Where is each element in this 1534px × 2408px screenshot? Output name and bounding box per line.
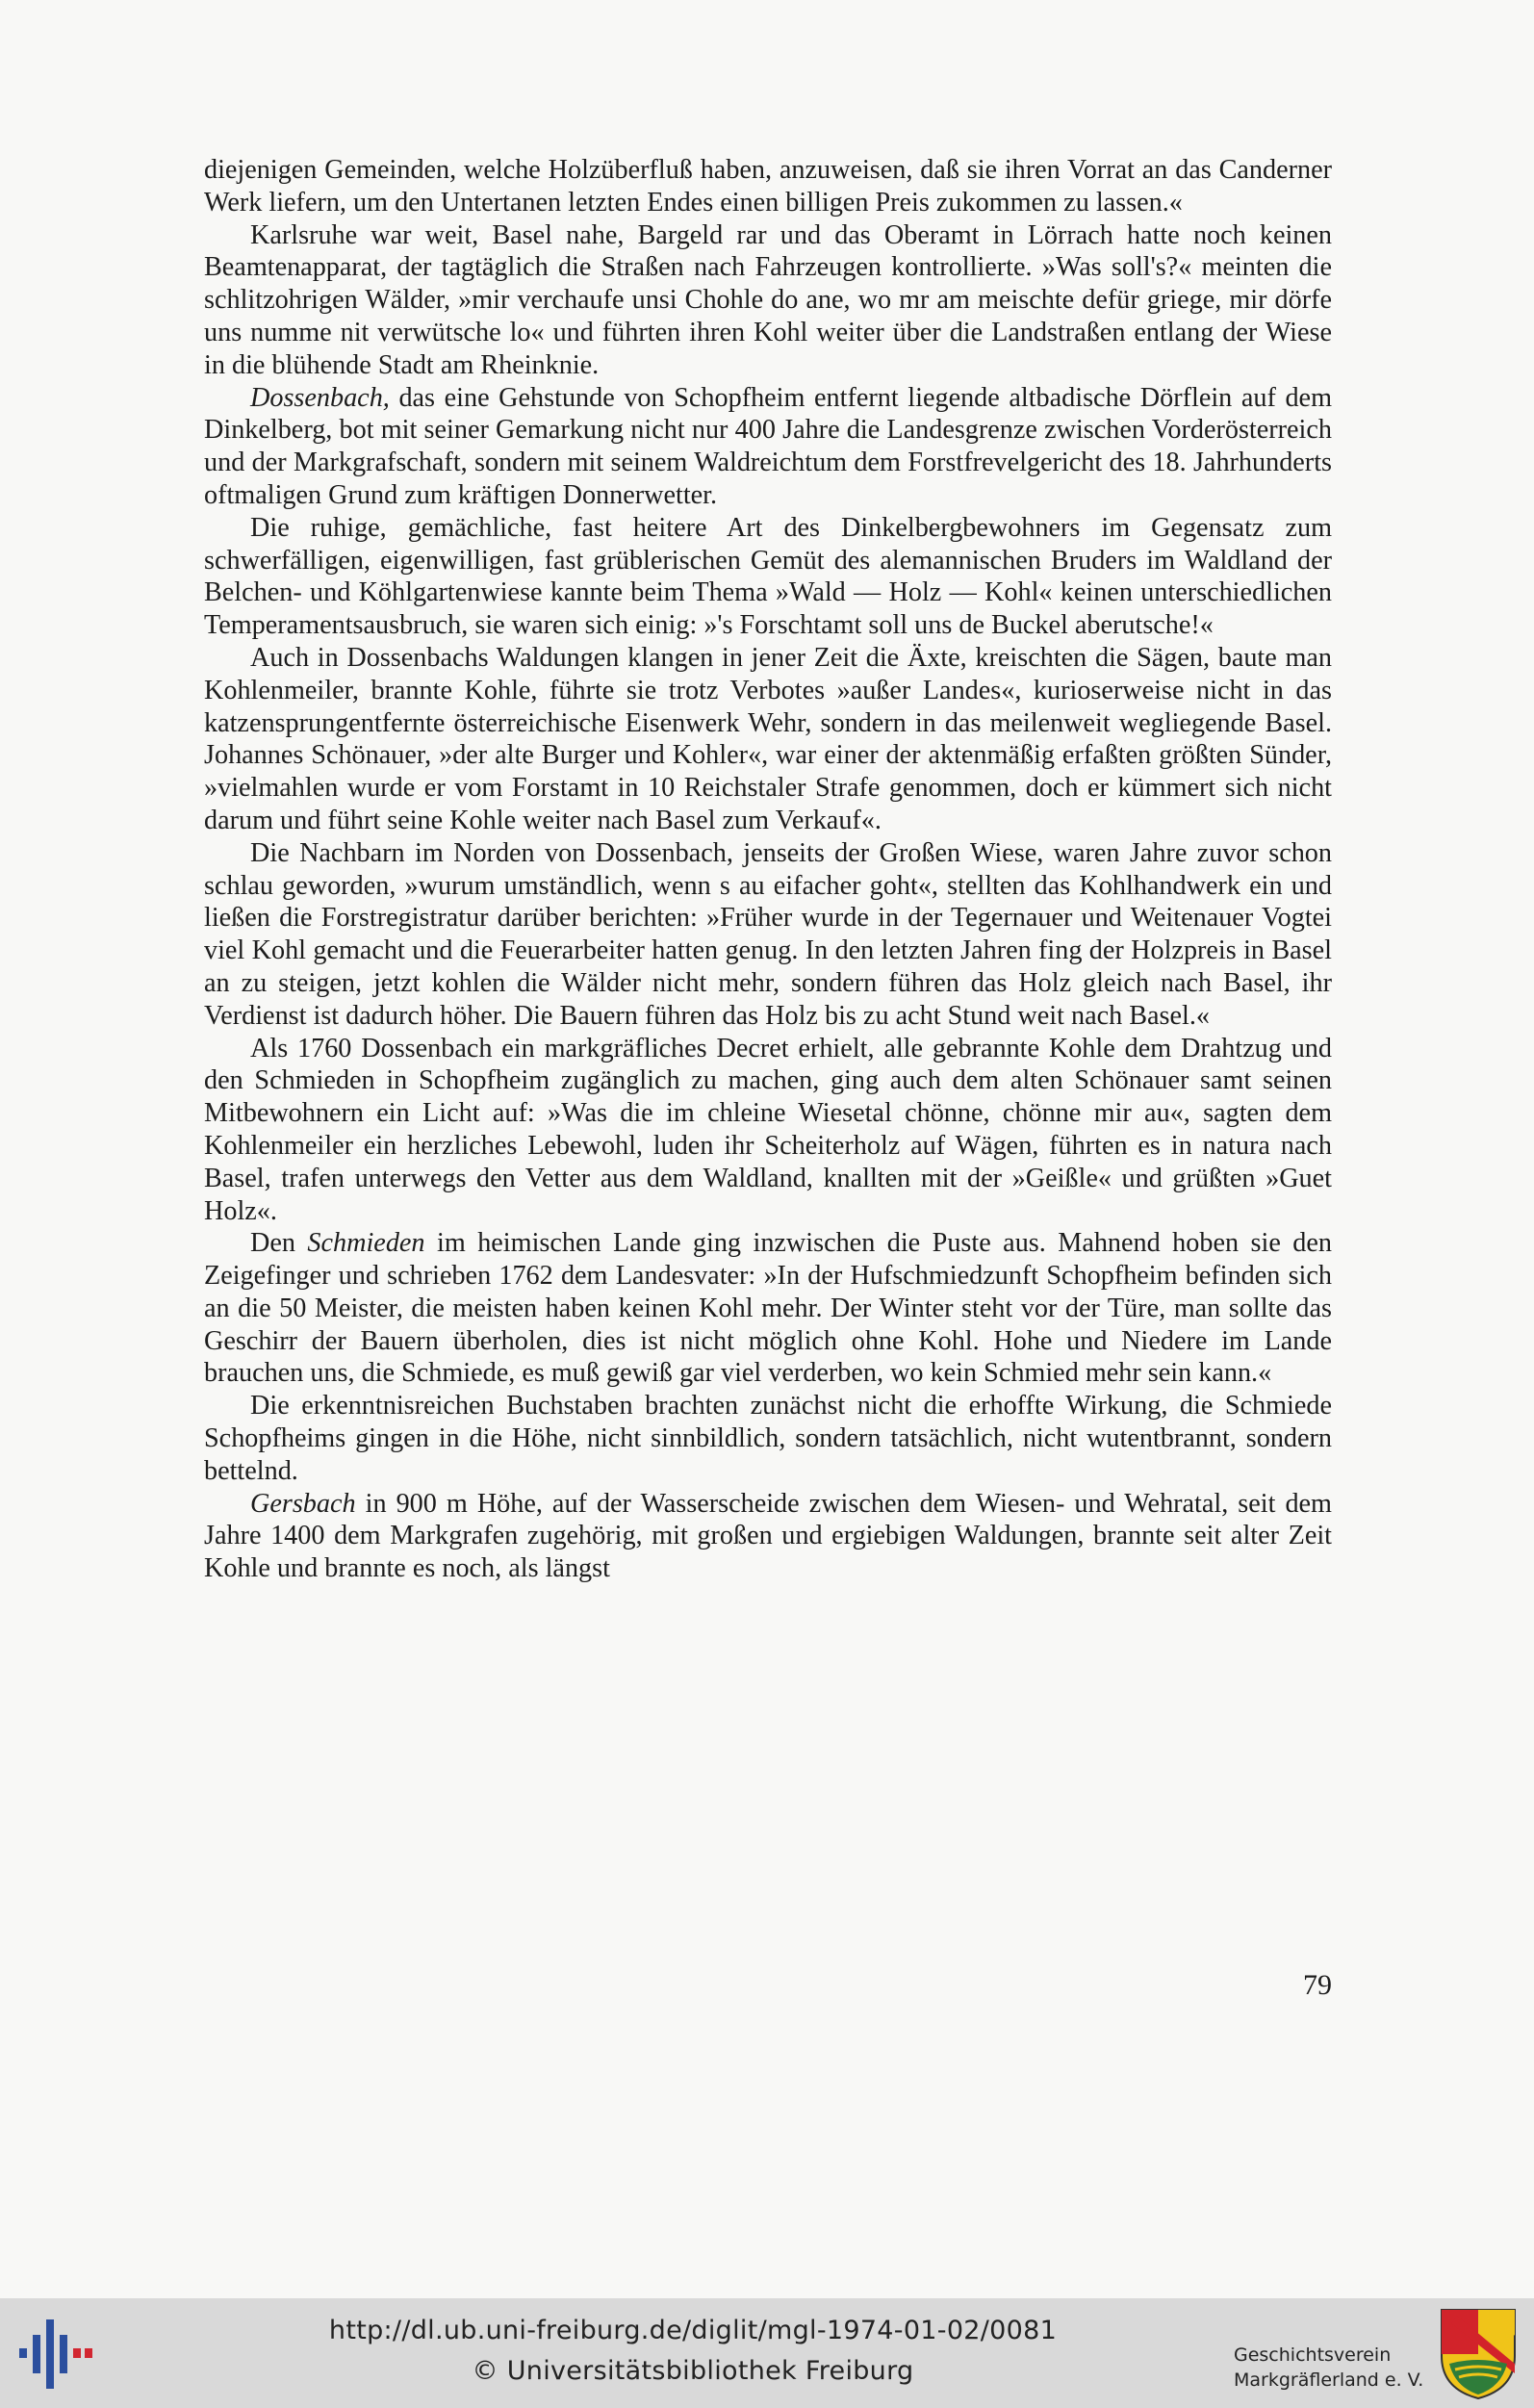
paragraph xyxy=(204,642,1332,837)
footer-bar xyxy=(0,2298,1534,2408)
text-run: Den xyxy=(250,1228,308,1259)
text-run: Karlsruhe war weit, Basel nahe, Bargeld rar und das Oberamt in Lörrach hatte noch keinen Beamtenapparat, der tagtäglich die Straßen nach Fahrzeugen kontrollierte. »Was soll's?« meinten die schlitzohrigen Wälder, »mir verchaufe unsi Chohle do ane, wo mr am meischte defür griege, mir dörfe uns numme nit verwütsche lo« und führten ihren Kohl weiter über die Landstraßen entlang der Wiese in die blühende Stadt am Rheinknie. xyxy=(204,219,1332,380)
society-line-1: Geschichtsverein xyxy=(1234,2344,1392,2366)
paragraph xyxy=(204,382,1332,512)
text-run: in 900 m Höhe, auf der Wasserscheide zwischen dem Wiesen- und Wehratal, seit dem Jahre 1400 dem Markgrafen zugehörig, mit großen und ergiebigen Waldungen, brannte seit alter Zeit Kohle und brannte es noch, als längst xyxy=(204,1488,1332,1584)
ub-freiburg-logo-icon xyxy=(17,2314,96,2395)
page-number: 79 xyxy=(1303,1969,1332,2001)
society-line-2: Markgräflerland e. V. xyxy=(1234,2370,1424,2391)
footer-copyright: © Universitätsbibliothek Freiburg xyxy=(472,2356,914,2386)
paragraph xyxy=(204,1488,1332,1585)
paragraph xyxy=(204,512,1332,642)
text-run: Als 1760 Dossenbach ein markgräfliches Decret erhielt, alle gebrannte Kohle dem Drahtzug und den Schmieden in Schopfheim zugänglich zu machen, ging auch dem alten Schönauer samt seinen Mitbewohnern ein Licht auf: »Was die im chleine Wiesetal chönne, chönne mir au«, sagten dem Kohlenmeiler ein herzliches Lebewohl, luden ihr Scheiterholz auf Wägen, führten es in natura nach Basel, trafen unterwegs den Vetter aus dem Waldland, knallten mit der »Geißle« und grüßten »Guet Holz«. xyxy=(204,1033,1332,1226)
text-run: das eine Gehstunde von Schopfheim entfernt liegende altbadische Dörflein auf dem Dinkelberg, bot mit seiner Gemarkung nicht nur 400 Jahre die Landesgrenze zwischen Vorderösterreich und der Markgrafschaft, sondern mit seinem Waldreichtum dem Forstfrevelgericht des 18. Jahrhunderts oftmaligen Grund zum kräftigen Donnerwetter. xyxy=(204,382,1332,510)
society-name xyxy=(1234,2343,1445,2393)
text-run: Auch in Dossenbachs Waldungen klangen in jener Zeit die Äxte, kreischten die Sägen, baute man Kohlenmeiler, brannte Kohle, führte sie trotz Verbotes »außer Landes«, kurioserweise nicht in das katzensprungentfernte österreichische Eisenwerk Wehr, sondern in das meilenweit wegliegende Basel. Johannes Schönauer, »der alte Burger und Kohler«, war einer der aktenmäßig erfaßten größten Sünder, »vielmahlen wurde er vom Forstamt in 10 Reichstaler Strafe genommen, doch er kümmert sich nicht darum und führt seine Kohle weiter nach Basel zum Verkauf«. xyxy=(204,642,1332,835)
paragraph xyxy=(204,1033,1332,1228)
italic-text: Gersbach xyxy=(250,1488,356,1519)
body-text xyxy=(204,154,1332,1585)
paragraph xyxy=(204,837,1332,1033)
text-run: Die Nachbarn im Norden von Dossenbach, jenseits der Großen Wiese, waren Jahre zuvor schon schlau geworden, »wurum umständlich, wenn s au eifacher goht«, stellten das Kohlhandwerk ein und ließen die Forstregistratur darüber berichten: »Früher wurde in der Tegernauer und Weitenauer Vogtei viel Kohl gemacht und die Feuerarbeiter hatten genug. In den letzten Jahren fing der Holzpreis in Basel an zu steigen, jetzt kohlen die Wälder nicht mehr, sondern führen das Holz gleich nach Basel, ihr Verdienst ist dadurch höher. Die Bauern führen das Holz bis zu acht Stund weit nach Basel.« xyxy=(204,837,1332,1031)
paragraph xyxy=(204,154,1332,219)
text-run: diejenigen Gemeinden, welche Holzüberfluß haben, anzuweisen, daß sie ihren Vorrat an das Canderner Werk liefern, um den Untertanen letzten Endes einen billigen Preis zukommen zu lassen.« xyxy=(204,155,1332,218)
text-run: im heimischen Lande ging inzwischen die Puste aus. Mahnend hoben sie den Zeigefinger und schrieben 1762 dem Landesvater: »In der Hufschmiedzunft Schopfheim befinden sich an die 50 Meister, die meisten haben keinen Kohl mehr. Der Winter steht vor der Türe, man sollte das Geschirr der Bauern überholen, dies ist nicht möglich ohne Kohl. Hohe und Niedere im Lande brauchen uns, die Schmiede, es muß gewiß gar viel verderben, wo kein Schmied mehr sein kann.« xyxy=(204,1228,1332,1389)
italic-text: Schmieden xyxy=(307,1228,425,1259)
italic-text: Dossenbach, xyxy=(250,382,390,413)
text-run: Die ruhige, gemächliche, fast heitere Art des Dinkelbergbewohners im Gegensatz zum schwerfälligen, eigenwilligen, fast grüblerischen Gemüt des alemannischen Bruders im Waldland der Belchen- und Köhlgartenwiese kannte beim Thema »Wald — Holz — Kohl« keinen unterschiedlichen Temperamentsausbruch, sie waren sich einig: »'s Forschtamt soll uns de Buckel aberutsche!« xyxy=(204,512,1332,641)
markgraeflerland-crest-icon xyxy=(1438,2306,1519,2400)
paragraph xyxy=(204,1227,1332,1390)
text-run: Die erkenntnisreichen Buchstaben brachten zunächst nicht die erhoffte Wirkung, die Schmiede Schopfheims gingen in die Höhe, nicht sinnbildlich, sondern tatsächlich, nicht wutentbrannt, sondern bettelnd. xyxy=(204,1391,1332,1486)
paragraph xyxy=(204,219,1332,382)
footer-url[interactable]: http://dl.ub.uni-freiburg.de/diglit/mgl-1974-01-02/0081 xyxy=(328,2316,1058,2345)
paragraph xyxy=(204,1390,1332,1487)
